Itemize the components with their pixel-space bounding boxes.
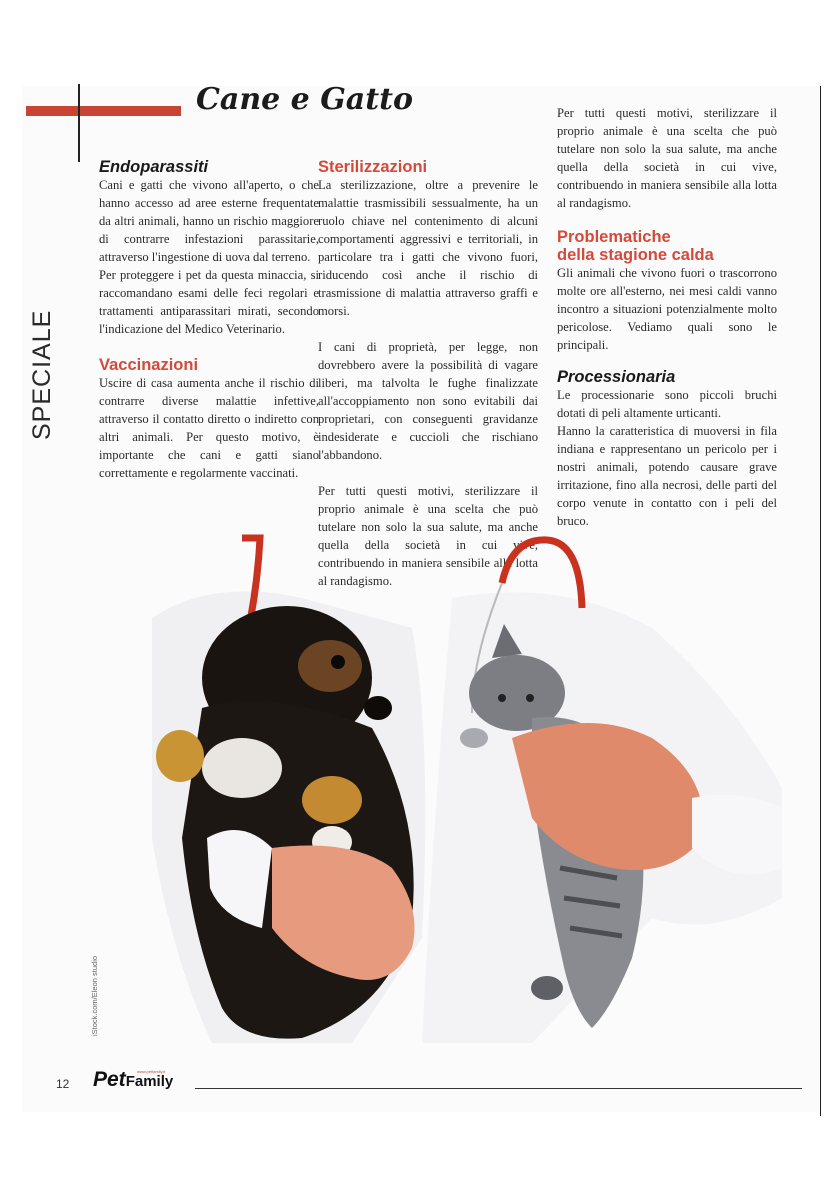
heading-sterilizzazioni: Sterilizzazioni [318,158,428,176]
header-vertical-rule [78,84,80,162]
right-edge-rule [820,86,821,1116]
page-number: 12 [56,1077,70,1091]
photo-credit: iStock.com/Eleon studio [90,955,99,1036]
column-1 [99,158,319,482]
paragraph: Gli animali che vivono fuori o trascorrono molte ore all'esterno, nei mesi caldi vanno incontro a situazioni potenzialmente molto pericolose. Vediamo quali sono le principali. [557,266,777,352]
paragraph: Le processionarie sono piccoli bruchi dotati di peli altamente urticanti. [557,388,777,420]
heading-vaccinazioni: Vaccinazioni [99,356,199,374]
heading-line: Problematiche [557,228,671,246]
paragraph: Hanno la caratteristica di muoversi in fila indiana e rappresentano un pericolo per i nostri animali, potendo causare grave irritazione, fino alla necrosi, delle parti del corpo venute in contatto con i peli del bruco. [557,424,777,528]
paragraph: Per tutti questi motivi, sterilizzare il proprio animale è una scelta che può tutelare non solo la sua salute, ma anche quella della società in cui vive, contribuendo in maniera sensibile alla lotta al randagismo. [318,484,538,588]
paragraph: Uscire di casa aumenta anche il rischio di contrarre diverse malattie infettive, attraverso il contatto diretto o indiretto con altri animali. Per questo motivo, è importante che cani e gatti siano correttamente e regolarmente vaccinati. [99,376,319,480]
heading-problematiche [557,228,777,264]
paragraph-continued [557,106,777,212]
paragraph: I cani di proprietà, per legge, non dovrebbero avere la possibilità di vagare liberi, ma talvolta le fughe finalizzate all'accoppiamento non sono evitabili dai proprietari, con conseguenti gravidanze indesiderate e cuccioli che rischiano l'abbandono. [318,340,538,462]
heading-endoparassiti: Endoparassiti [99,158,209,176]
logo-family: Family [125,1073,174,1090]
pet-family-logo [93,1068,173,1092]
puppy-kitten-vet-photo [92,538,782,1043]
page-title: Cane e Gatto [196,82,413,117]
logo-website: www.petfamily.it [137,1069,166,1074]
footer-rule [195,1088,802,1089]
paragraph: La sterilizzazione, oltre a prevenire le malattie trasmissibili sessualmente, ha un ruolo chiave nel contenimento di alcuni comportamenti aggressivi e territoriali, in particolare tra i gatti che vivono fuori, riducendo così anche il rischio di trasmissione di malattia attraverso graffi e morsi. [318,178,538,318]
heading-processionaria: Processionaria [557,368,676,386]
header-accent-bar [26,106,181,116]
column-2 [318,158,538,588]
sterilizzazioni-continuation: Per tutti questi motivi, sterilizzare il proprio animale è una scelta che può tutelare non solo la sua salute, ma anche quella della società in cui vive, contribuendo in maniera sensibile alla lotta al randagismo. [557,106,777,210]
paragraph: Per proteggere i pet da questa minaccia, si raccomandano esami delle feci regolari e trattamenti antiparassitari mirati, secondo l'indicazione del Medico Veterinario. [99,268,319,336]
paragraph: Cani e gatti che vivono all'aperto, o che hanno accesso ad aree esterne frequentate da altri animali, hanno un rischio maggiore di contrarre infestazioni parassitarie, attraverso l'ingestione di uova dal terreno. [99,178,319,264]
logo-pet: Pet [93,1068,126,1091]
heading-line: della stagione calda [557,246,714,264]
column-3 [557,106,777,530]
section-label: SPECIALE [28,309,56,440]
